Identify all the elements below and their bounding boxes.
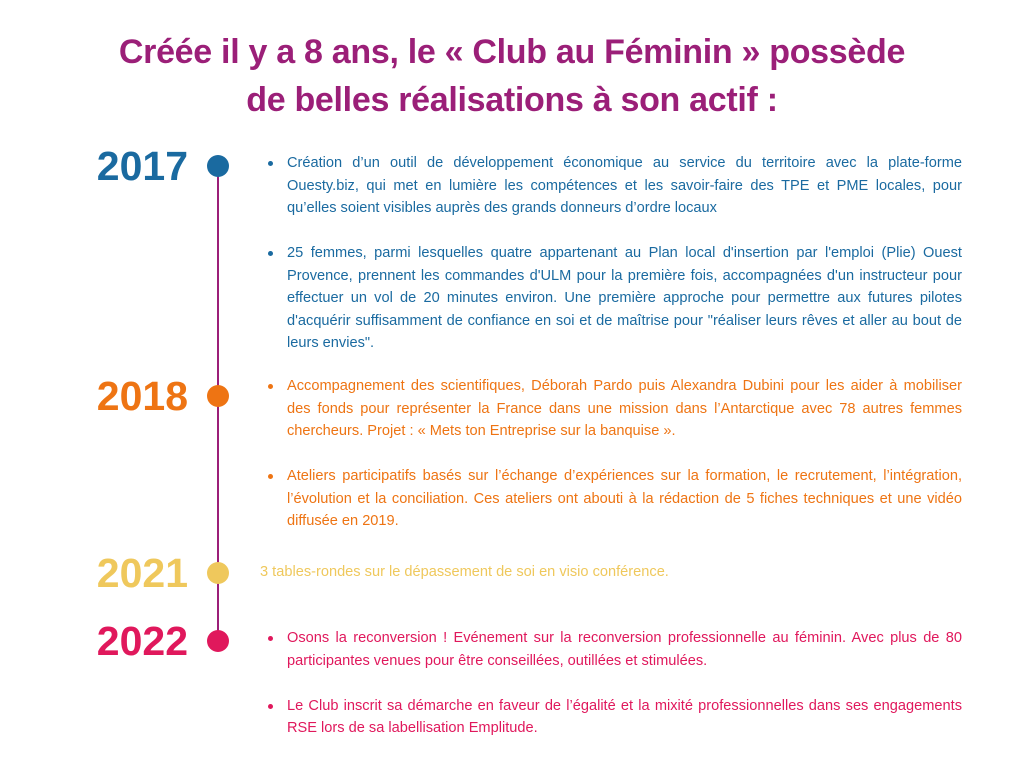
year-2018-label: 2018 xyxy=(96,373,188,419)
page-title-line-2: de belles réalisations à son actif : xyxy=(246,81,778,119)
list-item: Osons la reconversion ! Evénement sur la reconversion professionnelle au féminin. Avec plus de 80 participantes venues pour être conseillées, outillées et stimulées. xyxy=(268,627,962,672)
year-2018-dot xyxy=(207,385,229,407)
year-2022-dot xyxy=(207,630,229,652)
year-2017-label: 2017 xyxy=(96,143,188,189)
year-2021-achievement: 3 tables-rondes sur le dépassement de soi en visio conférence. xyxy=(260,564,669,580)
list-item: Le Club inscrit sa démarche en faveur de l’égalité et la mixité professionnelles dans ses engagements RSE lors de sa labellisation Emplitude. xyxy=(268,695,962,740)
list-item: Accompagnement des scientifiques, Déborah Pardo puis Alexandra Dubini pour les aider à mobiliser des fonds pour représenter la France dans une mission dans l’Antarctique avec 78 autres femmes chercheurs. Projet : « Mets ton Entreprise sur la banquise ». xyxy=(268,375,962,443)
year-2017-dot xyxy=(207,155,229,177)
list-item: Ateliers participatifs basés sur l’échange d’expériences sur la formation, le recrutement, l’intégration, l’évolution et la conciliation. Ces ateliers ont abouti à la rédaction de 5 fiches techniques et une vidéo diffusée en 2019. xyxy=(268,465,962,533)
list-item: Création d’un outil de développement économique au service du territoire avec la plate-forme Ouesty.biz, qui met en lumière les compétences et les savoir-faire des TPE et PME locales, pour qu’elles soient visibles auprès des grands donneurs d’ordre locaux xyxy=(268,152,962,220)
page-title-line-1: Créée il y a 8 ans, le « Club au Féminin » possède xyxy=(118,33,906,71)
page-title xyxy=(40,28,984,124)
year-2022-achievements xyxy=(268,627,962,762)
year-2017-achievements xyxy=(268,152,962,377)
year-2022-label: 2022 xyxy=(96,618,188,664)
year-2018-achievements xyxy=(268,375,962,555)
year-2021-label: 2021 xyxy=(96,550,188,596)
year-2021-dot xyxy=(207,562,229,584)
list-item: 25 femmes, parmi lesquelles quatre appartenant au Plan local d'insertion par l'emploi (Plie) Ouest Provence, prennent les commandes d'ULM pour la première fois, accompagnées d'un instructeur pour effectuer un vol de 20 minutes environ. Une première approche pour permettre aux futures pilotes d'acquérir suffisamment de confiance en soi et de maîtrise pour "réaliser leurs rêves et aller au bout de leurs envies". xyxy=(268,242,962,355)
